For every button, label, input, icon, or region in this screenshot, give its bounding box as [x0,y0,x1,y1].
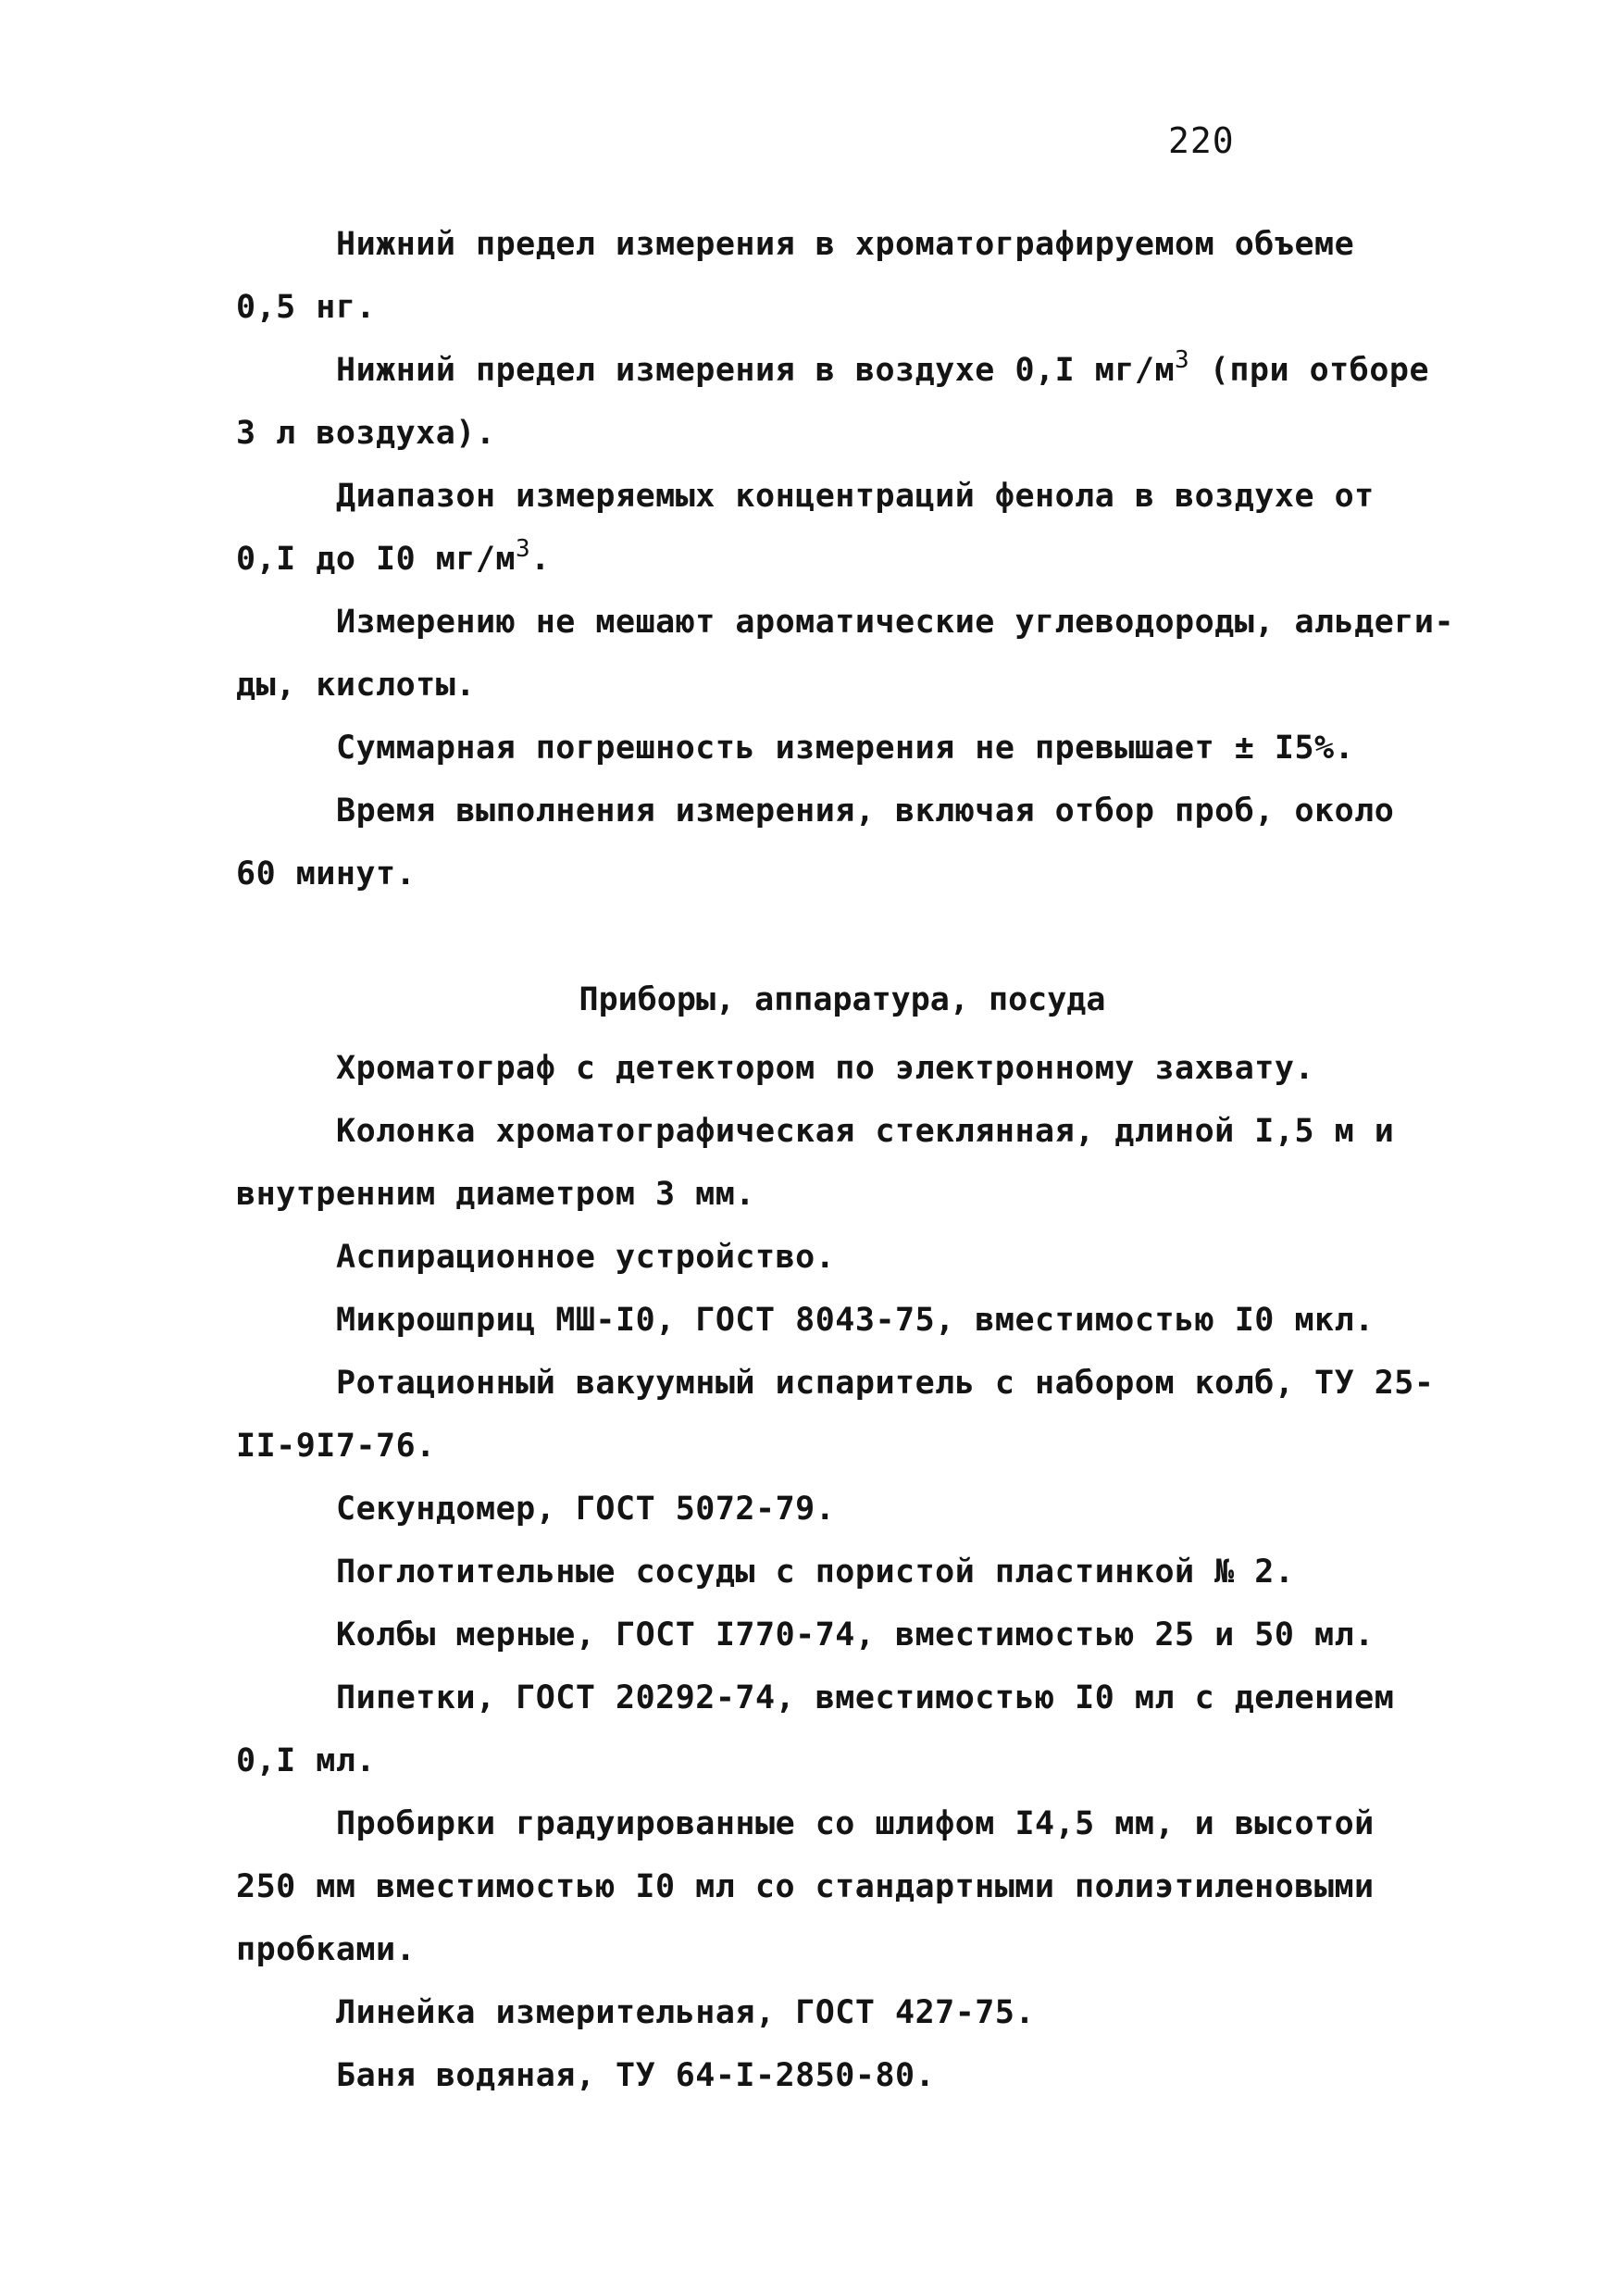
line-text: Нижний предел измерения в воздухе 0,I мг/м [336,352,1176,389]
text-line [236,1352,1435,1415]
superscript: 3 [1175,346,1190,374]
equipment-list-section [236,1037,1435,2107]
line-text: внутренним диаметром 3 мм. [236,1176,755,1213]
text-line [236,1918,1393,1981]
line-text: 3 л воздуха). [236,415,496,452]
text-line [236,2044,1393,2107]
text-line [236,1289,1393,1352]
document-body [236,213,1455,2107]
line-text: Линейка измерительная, ГОСТ 427-75. [336,1994,1036,2031]
text-line [236,1792,1393,1855]
line-text: Микрошприц МШ-I0, ГОСТ 8043-75, вместимостью I0 мкл. [336,1302,1375,1339]
line-text: Баня водяная, ТУ 64-I-2850-80. [336,2057,936,2094]
line-text: Хроматограф с детектором по электронному захвату. [336,1050,1315,1087]
text-line [236,1981,1393,2044]
page-number: 220 [1168,120,1235,161]
text-line [236,1603,1393,1666]
line-text: Измерению не мешают ароматические углеводороды, альдеги- [336,604,1455,641]
text-line [236,1855,1393,1918]
text-line [236,528,1393,591]
text-line [236,213,1393,276]
superscript: 3 [516,535,531,563]
line-text: 250 мм вместимостью I0 мл со стандартными полиэтиленовыми [236,1868,1375,1905]
line-text: Колбы мерные, ГОСТ I770-74, вместимостью 25 и 50 мл. [336,1616,1375,1653]
text-line [236,1163,1393,1226]
line-text: Поглотительные сосуды с пористой пластинкой № 2. [336,1554,1295,1591]
text-line [236,1666,1393,1729]
text-line [236,842,1393,905]
line-text: ды, кислоты. [236,667,476,704]
line-text: Аспирационное устройство. [336,1239,836,1276]
line-text: Пробирки градуированные со шлифом I4,5 мм, и высотой [336,1805,1375,1842]
text-line [236,276,1393,339]
line-text: II-9I7-76. [236,1428,436,1465]
line-text: Ротационный вакуумный испаритель с набором колб, ТУ 25- [336,1365,1435,1402]
line-text: Нижний предел измерения в хроматографируемом объеме [336,226,1355,263]
line-text: 0,5 нг. [236,289,377,326]
text-line [236,402,1393,465]
text-line [236,654,1393,717]
text-line [236,591,1455,654]
text-line [236,1100,1393,1163]
text-line [236,1037,1393,1100]
line-text: пробками. [236,1931,417,1968]
line-text: Время выполнения измерения, включая отбор проб, около [336,792,1395,830]
text-line [236,780,1393,842]
line-text: 60 минут. [236,855,417,892]
text-line [236,1541,1393,1603]
line-text: 0,I до I0 мг/м [236,541,517,578]
line-text: Секундомер, ГОСТ 5072-79. [336,1491,836,1528]
line-text-continuation: . [530,541,551,578]
line-text: Пипетки, ГОСТ 20292-74, вместимостью I0 мл с делением [336,1679,1395,1716]
measurement-characteristics-section [236,213,1455,905]
line-text: Диапазон измеряемых концентраций фенола в воздухе от [336,478,1375,515]
section-heading: Приборы, аппаратура, посуда [579,981,1106,1018]
text-line [236,717,1393,780]
line-text: 0,I мл. [236,1742,377,1779]
line-text: Колонка хроматографическая стеклянная, длиной I,5 м и [336,1113,1395,1150]
text-line [236,339,1430,402]
text-line [236,1729,1393,1792]
text-line [236,1478,1393,1541]
text-line [236,1415,1393,1478]
text-line [236,465,1393,528]
text-line [236,1226,1393,1289]
line-text: Суммарная погрешность измерения не превышает ± I5%. [336,730,1355,767]
line-text-continuation: (при отборе [1189,352,1430,389]
